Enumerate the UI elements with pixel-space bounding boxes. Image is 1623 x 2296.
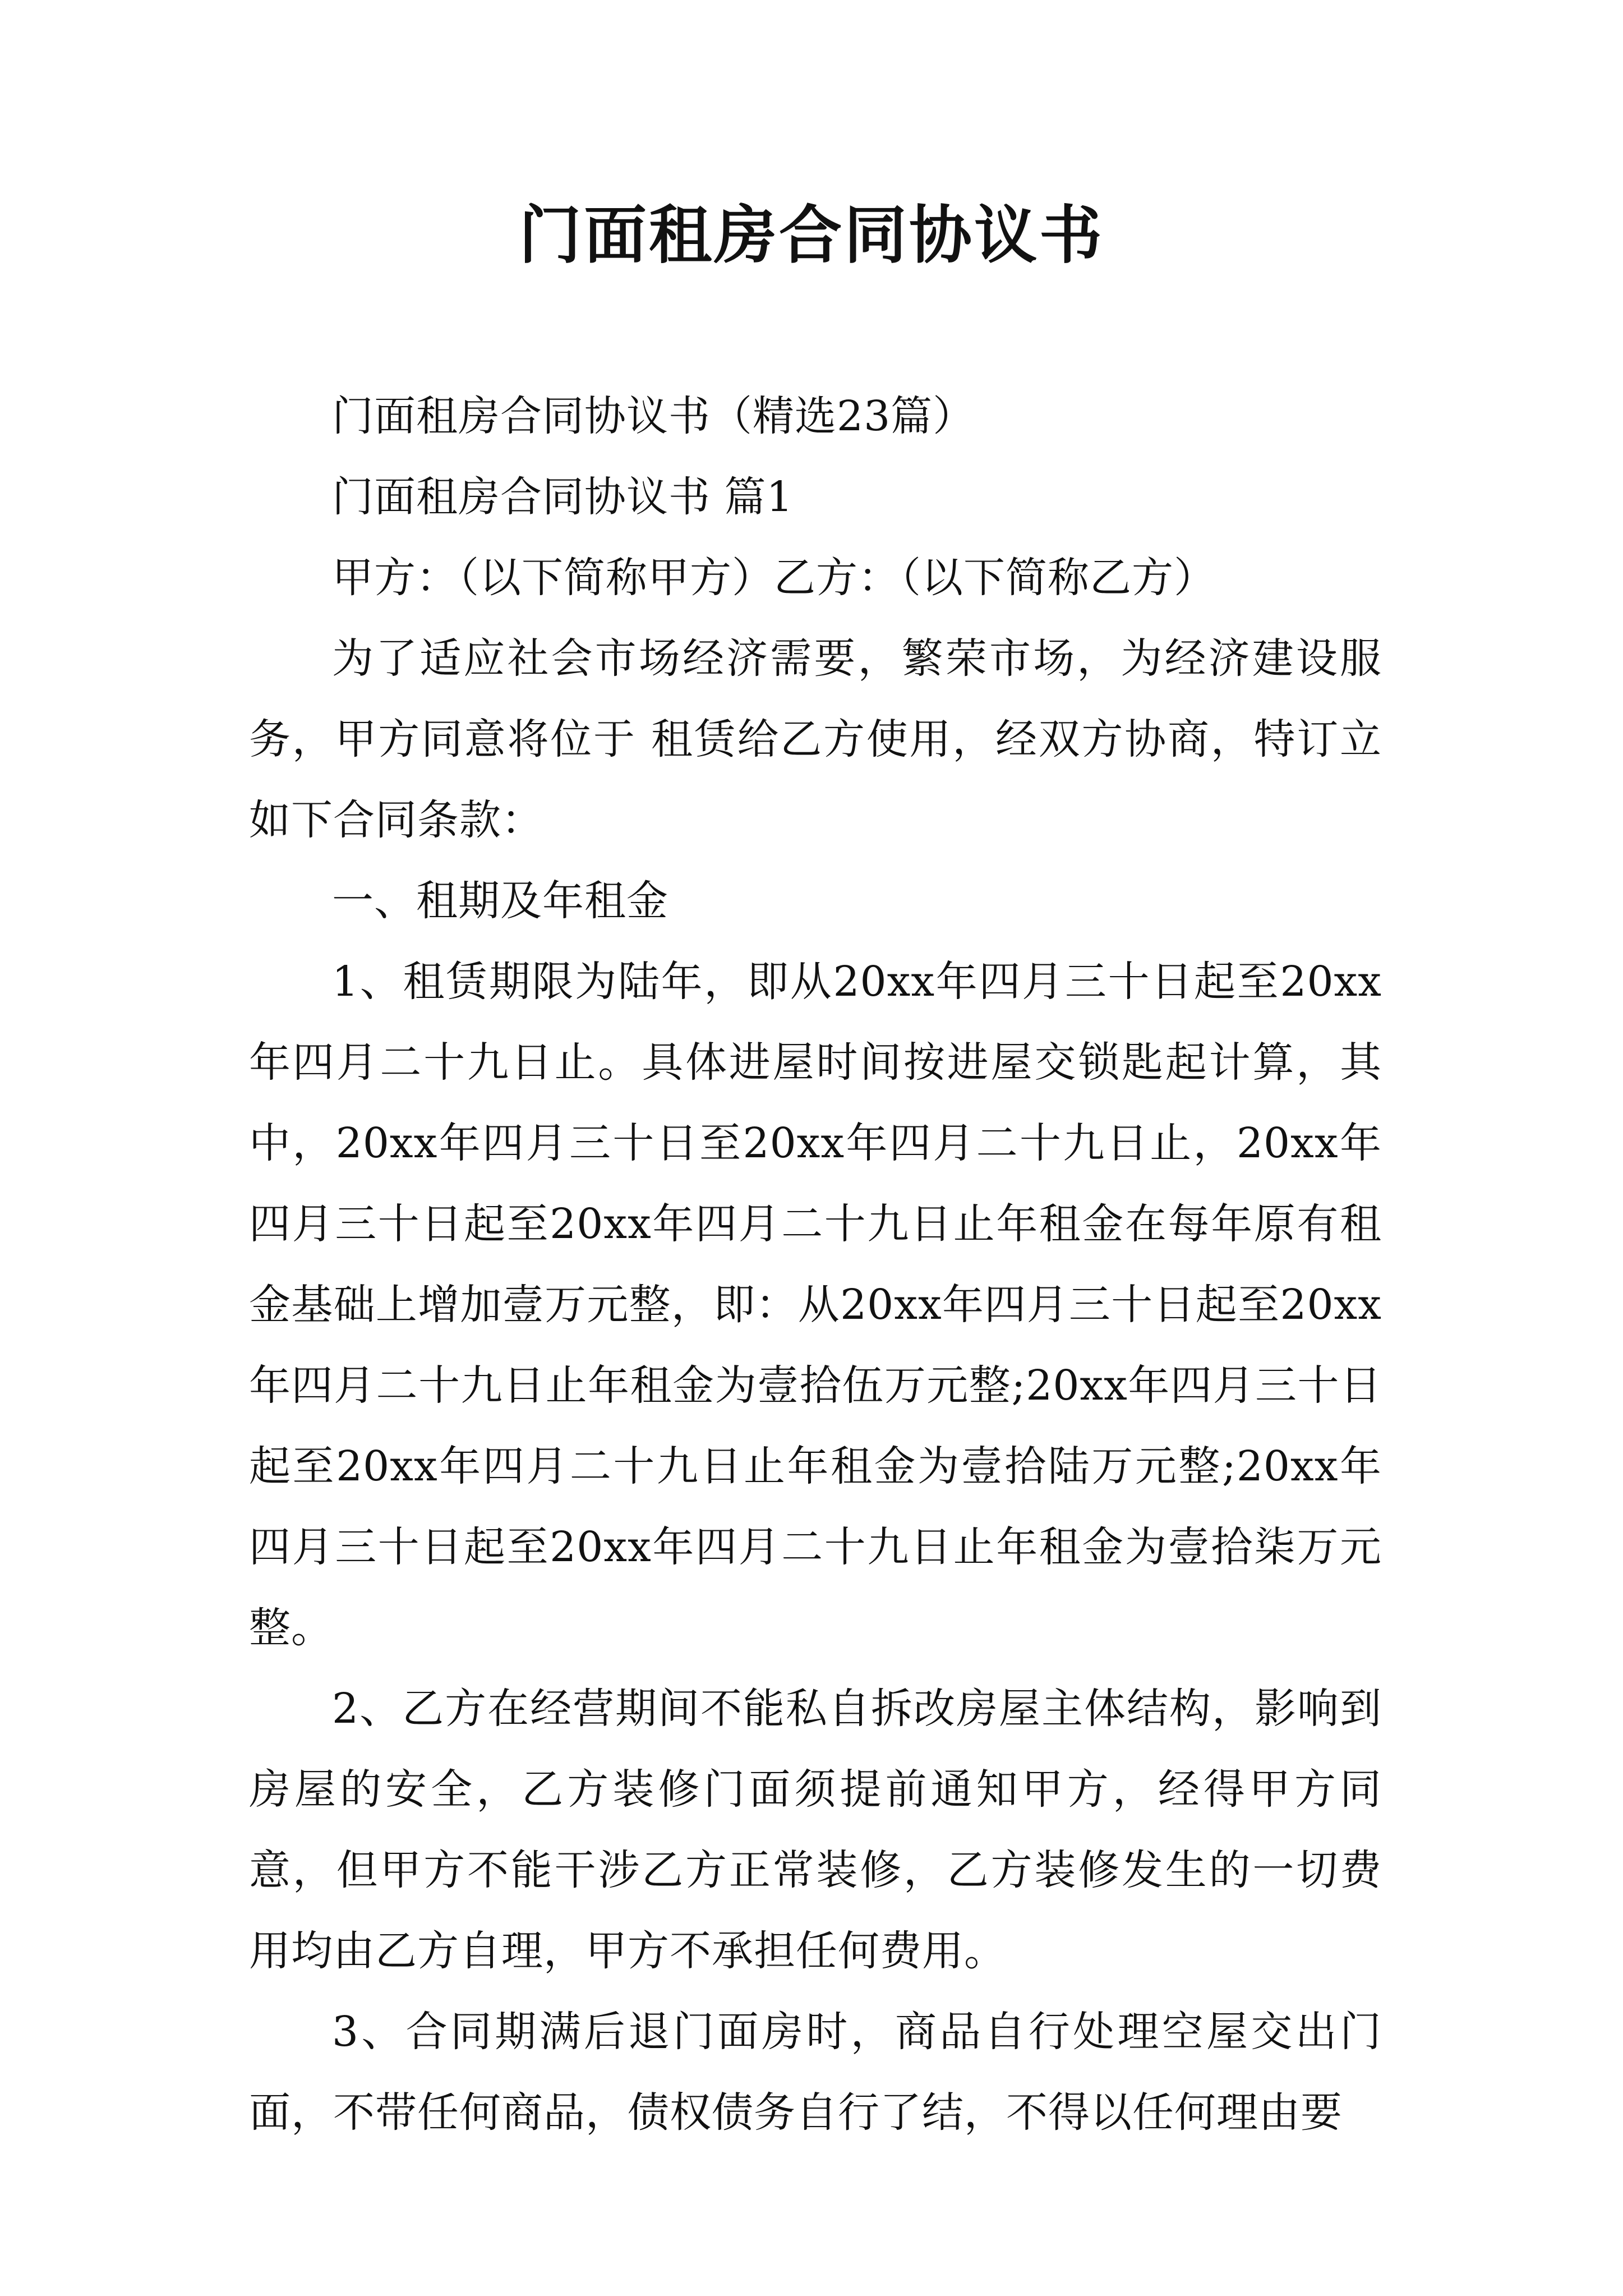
paragraph-subtitle: 门面租房合同协议书（精选23篇）	[332, 392, 975, 440]
paragraph-clause-2: 2、乙方在经营期间不能私自拆改房屋主体结构，影响到房屋的安全，乙方装修门面须提前通知甲方，经得甲方同意，但甲方不能干涉乙方正常装修，乙方装修发生的一切费用均由乙方自理，甲方不承担任何费用。	[249, 1685, 1382, 1975]
document-title: 门面租房合同协议书	[519, 199, 1104, 272]
paragraph-parties: 甲方：（以下简称甲方）乙方：（以下简称乙方）	[332, 554, 1216, 602]
paragraph-clause-3: 3、合同期满后退门面房时，商品自行处理空屋交出门面，不带任何商品，债权债务自行了结，不得以任何理由要	[249, 2008, 1382, 2137]
paragraph-clause-heading: 一、租期及年租金	[332, 877, 668, 925]
paragraph-preamble: 为了适应社会市场经济需要，繁荣市场，为经济建设服务，甲方同意将位于 租赁给乙方使用，经双方协商，特订立如下合同条款：	[249, 634, 1382, 844]
paragraph-section-heading: 门面租房合同协议书 篇1	[332, 473, 794, 521]
document-body	[249, 376, 1382, 2153]
paragraph-clause-1: 1、租赁期限为陆年，即从20xx年四月三十日起至20xx年四月二十九日止。具体进屋时间按进屋交锁匙起计算，其中，20xx年四月三十日至20xx年四月二十九日止，20xx年四月三十日起至20xx年四月二十九日止年租金在每年原有租金基础上增加壹万元整，即：从20xx年四月三十日起至20xx年四月二十九日止年租金为壹拾伍万元整;20xx年四月三十日起至20xx年四月二十九日止年租金为壹拾陆万元整;20xx年四月三十日起至20xx年四月二十九日止年租金为壹拾柒万元整。	[249, 958, 1382, 1652]
